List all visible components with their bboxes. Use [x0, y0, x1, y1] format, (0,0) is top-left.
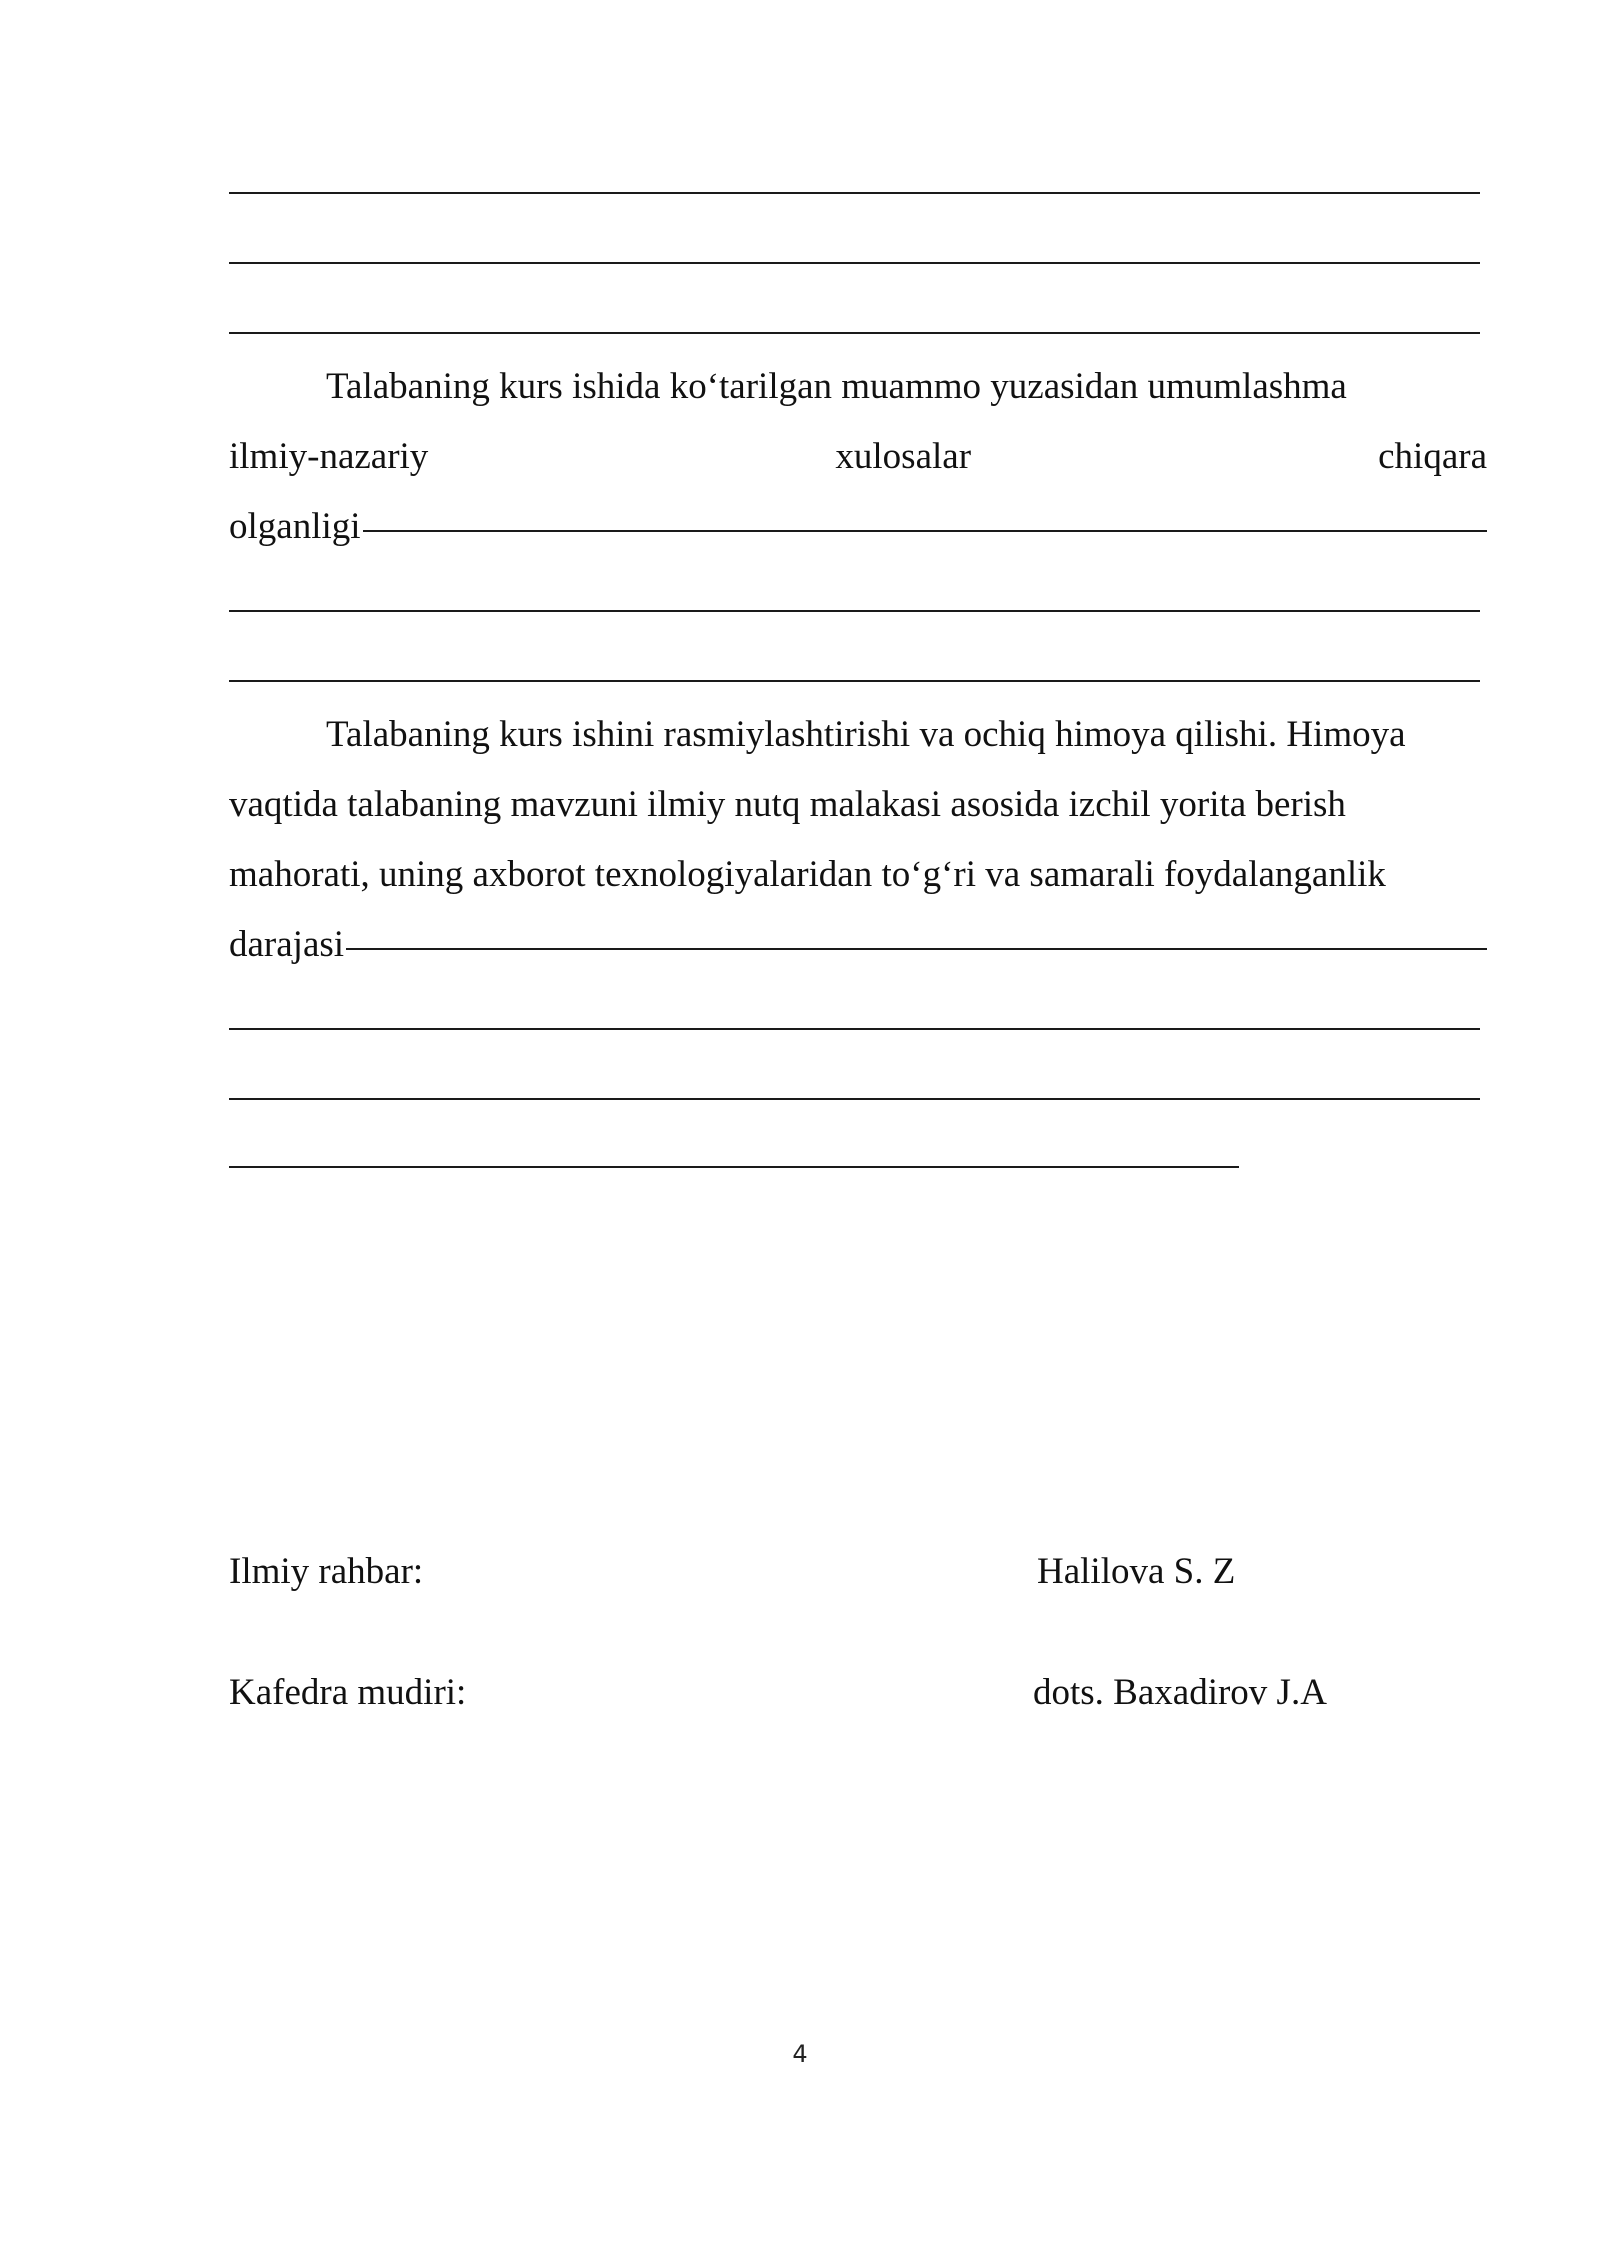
paragraph-line: [229, 700, 1487, 770]
fill-in-line: [363, 530, 1487, 532]
blank-answer-line: [229, 610, 1480, 612]
department-head-label: Kafedra mudiri:: [229, 1672, 467, 1713]
blank-answer-line: [229, 192, 1480, 194]
paragraph-line: [229, 840, 1487, 910]
paragraph-word: ilmiy-nazariy: [229, 436, 429, 477]
paragraph-text: Talabaning kurs ishini rasmiylashtirishi va ochiq himoya qilishi. Himoya: [326, 714, 1406, 755]
paragraph-line: [229, 770, 1487, 840]
paragraph-text: Talabaning kurs ishida ko‘tarilgan muammo yuzasidan umumlashma: [326, 366, 1347, 407]
paragraph-line: [229, 910, 1487, 980]
blank-answer-line: [229, 1166, 1239, 1168]
paragraph-line: [229, 352, 1487, 422]
paragraph-word: xulosalar: [835, 436, 972, 477]
blank-answer-line: [229, 1098, 1480, 1100]
blank-answer-line: [229, 332, 1480, 334]
paragraph-text: vaqtida talabaning mavzuni ilmiy nutq malakasi asosida izchil yorita berish: [229, 784, 1346, 825]
conclusions-paragraph: [229, 352, 1487, 562]
paragraph-text: olganligi: [229, 506, 361, 547]
department-head-name: dots. Baxadirov J.A: [1033, 1672, 1327, 1713]
paragraph-word: chiqara: [1378, 436, 1487, 477]
blank-answer-line: [229, 262, 1480, 264]
paragraph-text: darajasi: [229, 924, 345, 965]
fill-in-line: [346, 948, 1487, 950]
defense-paragraph: [229, 700, 1487, 980]
supervisor-label: Ilmiy rahbar:: [229, 1551, 424, 1592]
paragraph-line: [229, 422, 1487, 492]
blank-answer-line: [229, 680, 1480, 682]
page-number: 4: [792, 2040, 808, 2068]
supervisor-name: Halilova S. Z: [1037, 1551, 1236, 1592]
paragraph-text: mahorati, uning axborot texnologiyalaridan to‘g‘ri va samarali foydalanganlik: [229, 854, 1386, 895]
blank-answer-line: [229, 1028, 1480, 1030]
paragraph-line: [229, 492, 1487, 562]
